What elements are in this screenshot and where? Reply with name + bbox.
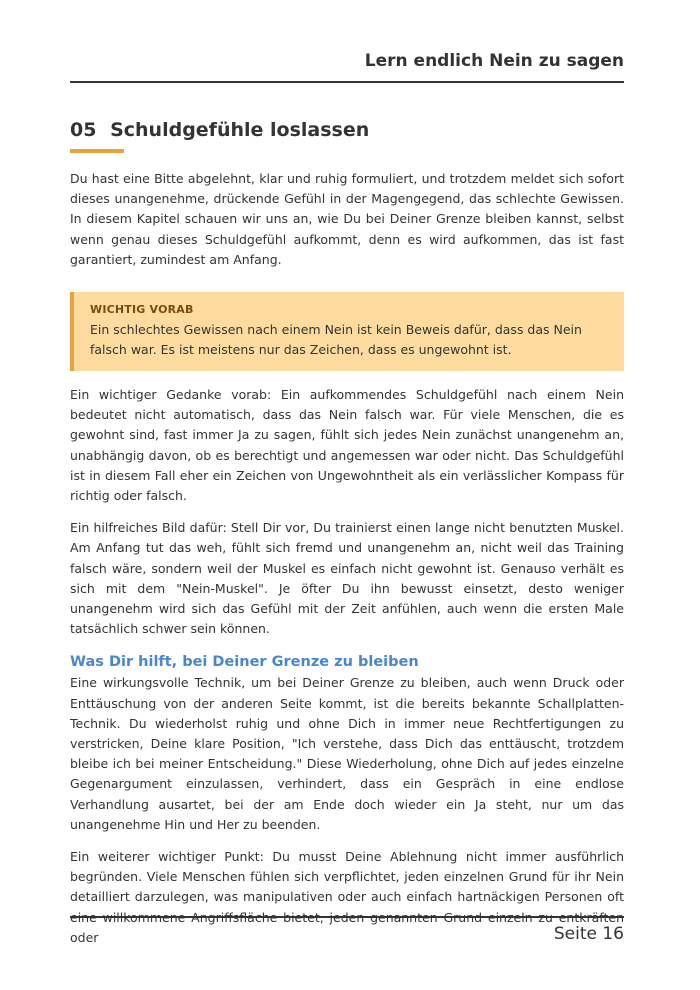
document-page: [70, 0, 624, 990]
running-header-title: Lern endlich Nein zu sagen: [364, 51, 624, 71]
section-heading: Was Dir hilft, bei Deiner Grenze zu bleiben: [70, 654, 419, 671]
footer-divider: [70, 916, 624, 918]
callout-box: [70, 292, 624, 371]
callout-text: Ein schlechtes Gewissen nach einem Nein ist kein Beweis dafür, dass das Nein falsch war. Es ist meistens nur das Zeichen, dass es ungewohnt ist.: [90, 322, 582, 358]
chapter-title-accent-bar: [70, 149, 124, 153]
paragraph-5: Ein weiterer wichtiger Punkt: Du musst Deine Ablehnung nicht immer ausführlich begründen. Viele Menschen fühlen sich verpflichtet, jeden einzelnen Grund für ihr Nein detailliert darzulegen, was manipulativen oder auch einfach hartnäckigen Personen oft oder: [70, 849, 624, 945]
header-divider: [70, 81, 624, 83]
callout-label: WICHTIG VORAB: [90, 303, 194, 317]
paragraph-3: Ein hilfreiches Bild dafür: Stell Dir vor, Du trainierst einen lange nicht benutzten Muskel. Am Anfang tut das weh, fühlt sich fremd und unangenehm an, nicht weil das Training falsch wäre, sondern weil der Muskel es einfach nicht gewohnt ist. Genauso verhält es sich mit dem "Nein-Muskel". Je öfter Du ihn bewusst einsetzt, desto weniger unangenehm wird sich das Gefühl mit der Zeit anfühlen, auch wenn die ersten Male tatsächlich schwer sein können.: [70, 520, 624, 637]
chapter-title-text: Schuldgefühle loslassen: [110, 119, 370, 141]
chapter-title: [70, 119, 369, 141]
chapter-number: 05: [70, 119, 97, 141]
page-number: Seite 16: [553, 924, 624, 944]
paragraph-2: Ein wichtiger Gedanke vorab: Ein aufkommendes Schuldgefühl nach einem Nein bedeutet nicht automatisch, dass das Nein falsch war. Für viele Menschen, die es gewohnt sind, fast immer Ja zu sagen, fühlt sich jedes Nein zunächst unangenehm an, unabhängig davon, ob es berechtigt und angemessen war oder nicht. Das Schuldgefühl ist in diesem Fall eher ein Zeichen von Ungewohntheit als ein verlässlicher Kompass für richtig oder falsch.: [70, 387, 624, 504]
paragraph-intro: Du hast eine Bitte abgelehnt, klar und ruhig formuliert, und trotzdem meldet sich sofort dieses unangenehme, drückende Gefühl in der Magengegend, das schlechte Gewissen. In diesem Kapitel schauen wir uns an, wie Du bei Deiner Grenze bleiben kannst, selbst wenn genau dieses Schuldgefühl aufkommt, denn es wird aufkommen, das ist fast garantiert, zumindest am Anfang.: [70, 171, 624, 267]
paragraph-4: Eine wirkungsvolle Technik, um bei Deiner Grenze zu bleiben, auch wenn Druck oder Enttäuschung von der anderen Seite kommt, ist die bereits bekannte Schallplatten-Technik. Du wiederholst ruhig und ohne Dich in immer neue Rechtfertigungen zu verstricken, Deine klare Position, "Ich verstehe, dass Dich das enttäuscht, trotzdem bleibe ich bei meiner Entscheidung." Diese Wiederholung, ohne Dich auf jedes einzelne Gegenargument einzulassen, verhindert, dass ein Gespräch in eine endlose Verhandlung ausartet, bei der am Ende doch wieder ein Ja steht, nur um das unangenehme Hin und Her zu beenden.: [70, 675, 624, 832]
